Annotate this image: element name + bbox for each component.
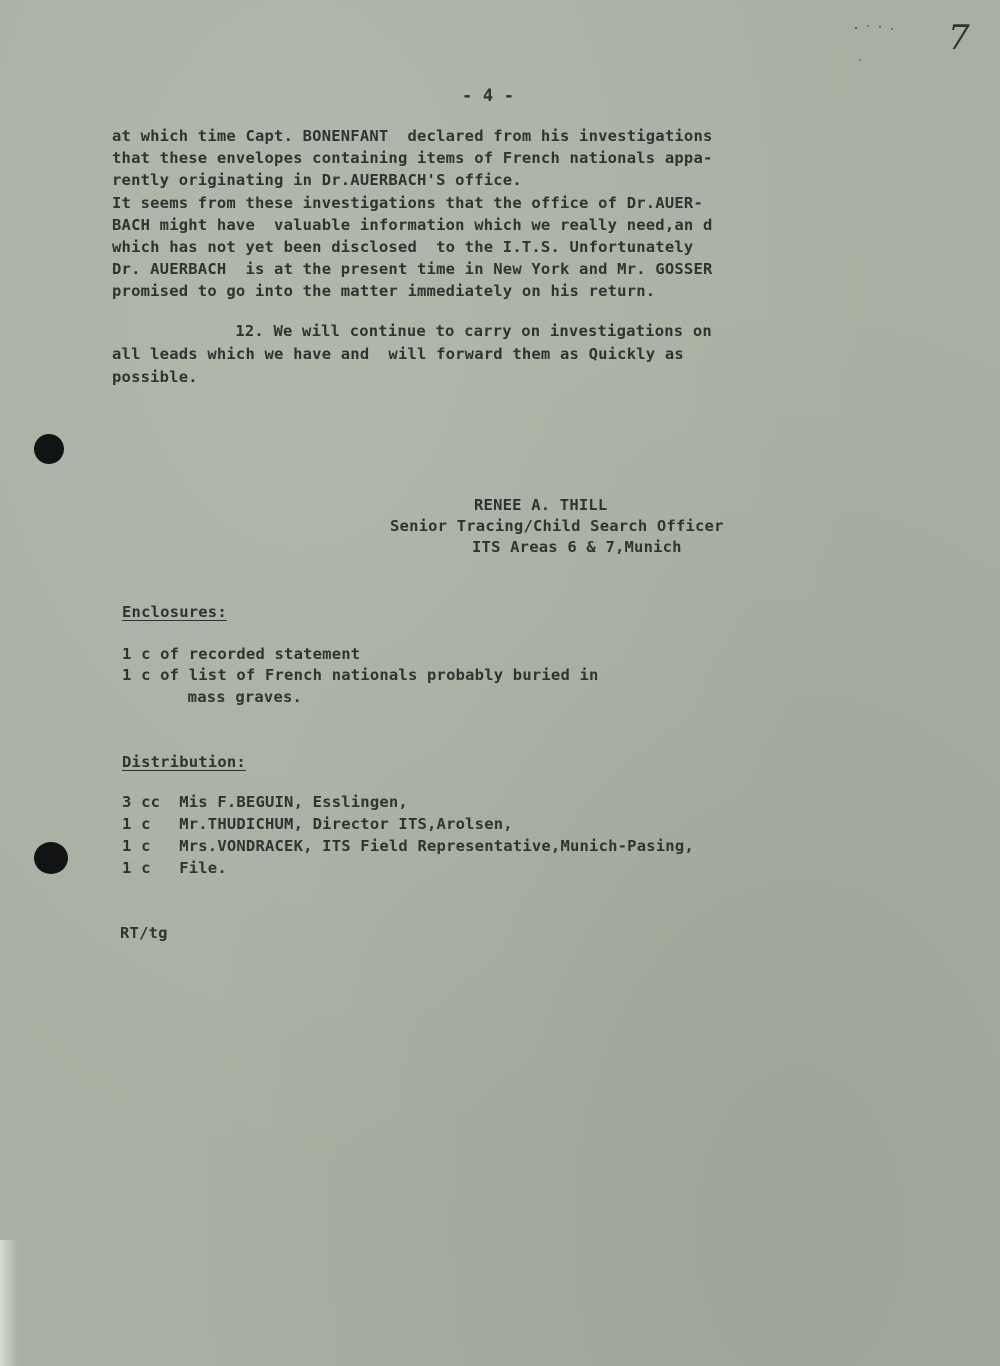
enclosures-heading: Enclosures:	[122, 603, 227, 621]
enclosure-line: 1 c of recorded statement	[122, 645, 361, 663]
reference-initials: RT/tg	[120, 924, 168, 942]
distribution-line: 1 c Mrs.VONDRACEK, ITS Field Representative,Munich-Pasing,	[122, 837, 694, 855]
distribution-line: 3 cc Mis F.BEGUIN, Esslingen,	[122, 793, 408, 811]
body-line: rently originating in Dr.AUERBACH'S office.	[112, 171, 522, 189]
body-line: It seems from these investigations that the office of Dr.AUER-	[112, 194, 703, 212]
distribution-line: 1 c Mr.THUDICHUM, Director ITS,Arolsen,	[122, 815, 513, 833]
body-line: Dr. AUERBACH is at the present time in New York and Mr. GOSSER	[112, 260, 713, 278]
page-number: - 4 -	[462, 86, 515, 106]
signature-unit: ITS Areas 6 & 7,Munich	[472, 538, 682, 556]
signature-name: RENEE A. THILL	[474, 496, 608, 514]
body-line: all leads which we have and will forward them as Quickly as	[112, 345, 684, 363]
distribution-line: 1 c File.	[122, 859, 227, 877]
body-line: possible.	[112, 368, 198, 386]
punch-hole	[34, 842, 68, 874]
enclosure-line: mass graves.	[140, 688, 303, 706]
body-line: at which time Capt. BONENFANT declared from his investigations	[112, 127, 713, 145]
body-line: which has not yet been disclosed to the I.T.S. Unfortunately	[112, 238, 694, 256]
body-line: 12. We will continue to carry on investigations on	[140, 322, 712, 340]
body-line: BACH might have valuable information which we really need,an d	[112, 216, 713, 234]
signature-title: Senior Tracing/Child Search Officer	[390, 517, 724, 535]
body-line: promised to go into the matter immediately on his return.	[112, 282, 656, 300]
paper-edge	[0, 1240, 18, 1366]
archive-page-number: 7	[948, 18, 970, 58]
stamp-specks	[850, 20, 910, 70]
distribution-heading: Distribution:	[122, 753, 246, 771]
punch-hole	[34, 434, 64, 464]
body-line: that these envelopes containing items of French nationals appa-	[112, 149, 713, 167]
enclosure-line: 1 c of list of French nationals probably buried in	[122, 666, 599, 684]
